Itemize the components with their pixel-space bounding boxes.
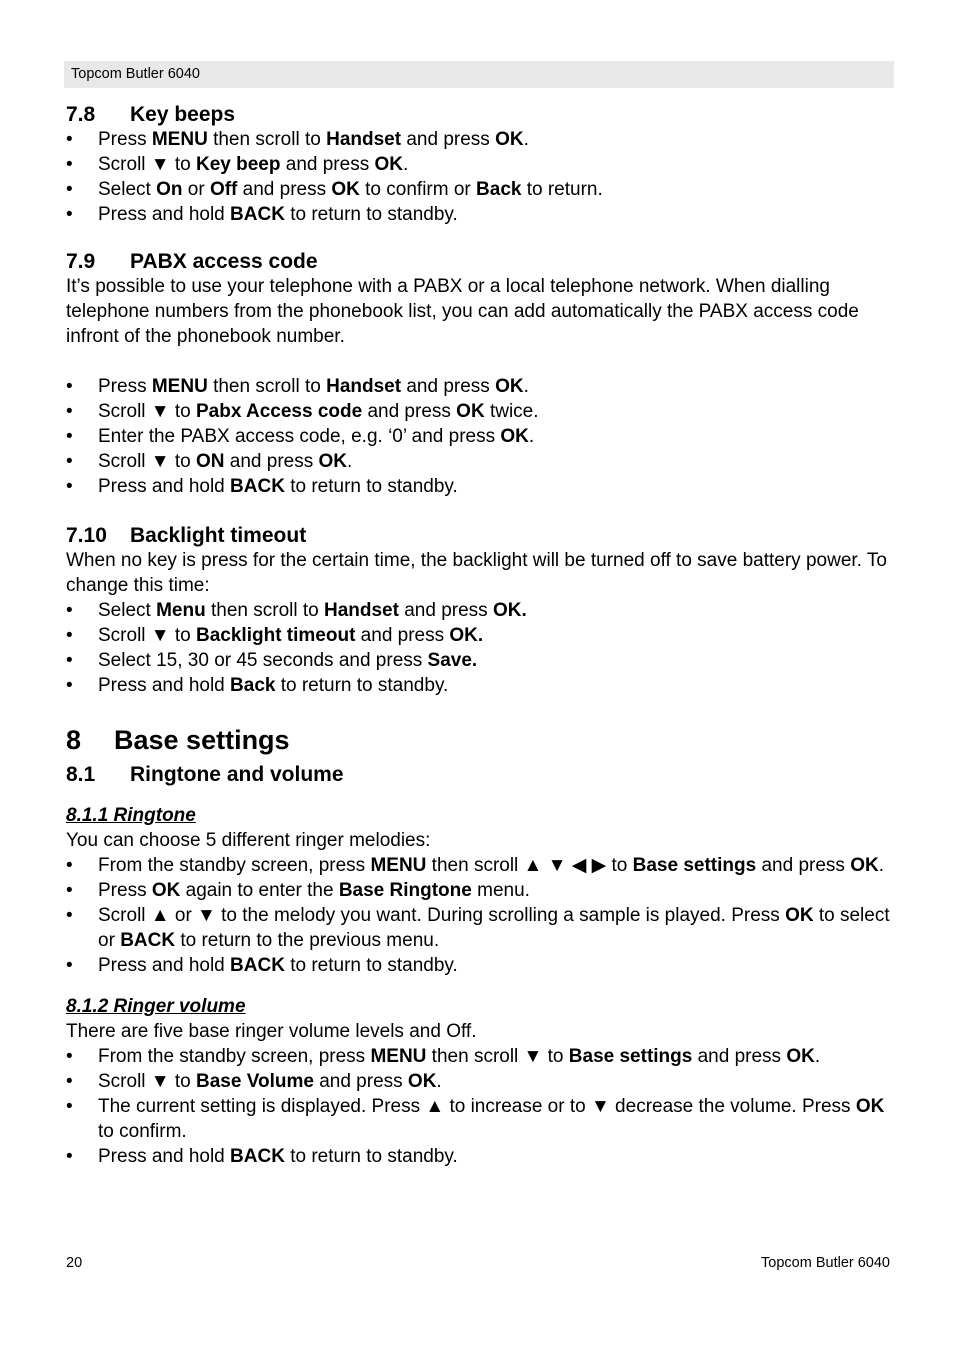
bold-text: BACK xyxy=(120,930,176,951)
text-run: and press xyxy=(362,401,457,422)
bold-text: OK xyxy=(786,1046,815,1067)
bold-text: Base settings xyxy=(568,1046,693,1067)
list-item xyxy=(66,1044,896,1069)
text-run: Press xyxy=(98,129,152,150)
bold-text: BACK xyxy=(230,1146,285,1167)
text-run: Press and hold xyxy=(98,476,231,497)
paragraph: It’s possible to use your telephone with a PABX or a local telephone network. When dialling telephone numbers from the phonebook list, you can add automatically the PABX access code infront of the phonebook number. xyxy=(66,276,859,347)
bullet-list xyxy=(66,853,896,978)
text-run: Scroll ▼ to xyxy=(98,1071,196,1092)
bold-text: ON xyxy=(196,451,225,472)
header-title: Topcom Butler 6040 xyxy=(71,66,200,82)
bold-text: Pabx Access code xyxy=(196,401,363,422)
text-run: or xyxy=(182,179,210,200)
document-body xyxy=(66,102,896,1169)
text-run: to select or xyxy=(98,905,890,951)
text-run: Scroll ▼ to xyxy=(98,401,196,422)
paragraph: When no key is press for the certain time, the backlight will be turned off to save battery power. To change this time: xyxy=(66,550,887,596)
bold-text: MENU xyxy=(151,129,208,150)
bullet-list xyxy=(66,598,896,698)
text-run: and press xyxy=(692,1046,787,1067)
bold-text: Key beep xyxy=(196,154,281,175)
text-run: . xyxy=(814,1046,821,1067)
heading-number: 8 xyxy=(66,725,82,755)
list-item xyxy=(66,903,896,953)
text-run: Scroll ▼ to xyxy=(98,154,196,175)
text-run: Press and hold xyxy=(98,204,231,225)
text-run: Enter the PABX access code, e.g. ‘0’ and press xyxy=(98,426,501,447)
list-item xyxy=(66,853,896,878)
list-item xyxy=(66,1144,896,1169)
text-run: Press and hold xyxy=(98,955,231,976)
bold-text: OK xyxy=(495,129,524,150)
text-run: to return to standby. xyxy=(284,476,458,497)
bold-text: Handset xyxy=(326,376,402,397)
text-run: and press xyxy=(224,451,319,472)
bold-text: MENU xyxy=(370,1046,427,1067)
text-run: The current setting is displayed. Press ▲ to increase or to ▼ decrease the volume. Press xyxy=(98,1096,856,1117)
bold-text: OK. xyxy=(449,625,484,646)
text-run: and press xyxy=(756,855,851,876)
text-run: Select 15, 30 or 45 seconds and press xyxy=(98,650,428,671)
heading-number: 7.9 xyxy=(66,250,96,273)
bold-text: OK xyxy=(785,905,814,926)
bold-text: Menu xyxy=(156,600,206,621)
bold-text: Back xyxy=(476,179,522,200)
bold-text: OK xyxy=(374,154,403,175)
text-run: Press xyxy=(98,880,152,901)
text-run: to return to standby. xyxy=(284,955,458,976)
list-item xyxy=(66,399,896,424)
text-run: Press and hold xyxy=(98,1146,231,1167)
text-run: to return to standby. xyxy=(275,675,449,696)
bold-text: Off xyxy=(209,179,238,200)
list-item xyxy=(66,127,896,152)
paragraph: There are five base ringer volume levels and Off. xyxy=(66,1021,477,1042)
heading-number: 7.10 xyxy=(66,524,107,547)
text-run: to return to the previous menu. xyxy=(175,930,440,951)
heading-title: PABX access code xyxy=(130,250,318,273)
text-run: then scroll to xyxy=(207,376,327,397)
chapter-heading xyxy=(66,724,896,756)
list-item xyxy=(66,202,896,227)
list-item xyxy=(66,623,896,648)
text-run: . xyxy=(347,451,353,472)
text-run: . xyxy=(523,376,529,397)
section-heading xyxy=(66,102,896,127)
list-item xyxy=(66,648,896,673)
text-run: and press xyxy=(355,625,450,646)
text-run: and press xyxy=(237,179,332,200)
bold-text: BACK xyxy=(230,204,285,225)
bold-text: MENU xyxy=(370,855,427,876)
list-item xyxy=(66,673,896,698)
text-run: Press and hold xyxy=(98,675,231,696)
heading-title: Backlight timeout xyxy=(130,524,307,547)
bold-text: OK xyxy=(500,426,529,447)
text-run: Select xyxy=(98,600,157,621)
text-run: then scroll ▲ ▼ ◀ ▶ to xyxy=(426,855,633,876)
bold-text: Backlight timeout xyxy=(196,625,356,646)
bold-text: OK xyxy=(407,1071,437,1092)
bullet-list xyxy=(66,127,896,227)
list-item xyxy=(66,474,896,499)
text-run: and press xyxy=(280,154,375,175)
bullet-list xyxy=(66,1044,896,1169)
text-run: . xyxy=(878,855,884,876)
text-run: Scroll ▼ to xyxy=(98,451,196,472)
list-item xyxy=(66,598,896,623)
bold-text: OK xyxy=(850,855,879,876)
text-run: and press xyxy=(398,600,493,621)
text-run: and press xyxy=(313,1071,408,1092)
section-heading xyxy=(66,523,896,548)
text-run: to return. xyxy=(521,179,603,200)
section-heading xyxy=(66,249,896,274)
text-run: to return to standby. xyxy=(284,1146,458,1167)
heading-title: Key beeps xyxy=(130,103,236,126)
bold-text: BACK xyxy=(230,955,285,976)
list-item xyxy=(66,1069,896,1094)
bold-text: Save. xyxy=(427,650,478,671)
text-run: again to enter the xyxy=(180,880,339,901)
text-run: and press xyxy=(401,129,496,150)
bullet-list xyxy=(66,374,896,499)
list-item xyxy=(66,177,896,202)
bold-text: OK. xyxy=(492,600,527,621)
bold-text: Back xyxy=(230,675,276,696)
bold-text: Handset xyxy=(323,600,399,621)
list-item xyxy=(66,1094,896,1144)
list-item xyxy=(66,374,896,399)
text-run: to confirm. xyxy=(98,1121,187,1142)
heading-title: Ringtone and volume xyxy=(130,763,344,786)
page-header xyxy=(64,61,894,88)
list-item xyxy=(66,424,896,449)
subsection-heading: 8.1.1 Ringtone xyxy=(66,805,196,826)
text-run: Press xyxy=(98,376,152,397)
text-run: . xyxy=(523,129,529,150)
text-run: Select xyxy=(98,179,157,200)
footer-title: Topcom Butler 6040 xyxy=(761,1255,890,1271)
text-run: to return to standby. xyxy=(284,204,458,225)
list-item xyxy=(66,878,896,903)
text-run: then scroll to xyxy=(207,129,327,150)
bold-text: OK xyxy=(318,451,347,472)
bold-text: Base settings xyxy=(632,855,757,876)
bold-text: OK xyxy=(151,880,181,901)
bold-text: OK xyxy=(495,376,524,397)
heading-number: 7.8 xyxy=(66,103,96,126)
bold-text: On xyxy=(156,179,183,200)
text-run: and press xyxy=(401,376,496,397)
paragraph: You can choose 5 different ringer melodies: xyxy=(66,830,431,851)
text-run: menu. xyxy=(471,880,530,901)
text-run: twice. xyxy=(484,401,539,422)
bold-text: OK xyxy=(855,1096,885,1117)
bold-text: Handset xyxy=(326,129,402,150)
text-run: From the standby screen, press xyxy=(98,855,371,876)
text-run: then scroll ▼ to xyxy=(426,1046,569,1067)
bold-text: Base Volume xyxy=(196,1071,314,1092)
text-run: to confirm or xyxy=(359,179,477,200)
heading-number: 8.1 xyxy=(66,763,96,786)
text-run: From the standby screen, press xyxy=(98,1046,371,1067)
text-run: Scroll ▲ or ▼ to the melody you want. During scrolling a sample is played. Press xyxy=(98,905,786,926)
text-run: . xyxy=(528,426,535,447)
list-item xyxy=(66,152,896,177)
text-run: . xyxy=(436,1071,442,1092)
bold-text: OK xyxy=(331,179,360,200)
bold-text: MENU xyxy=(151,376,208,397)
bold-text: BACK xyxy=(230,476,285,497)
list-item xyxy=(66,449,896,474)
text-run: Scroll ▼ to xyxy=(98,625,196,646)
subsection-heading: 8.1.2 Ringer volume xyxy=(66,996,246,1017)
page-number: 20 xyxy=(66,1255,83,1271)
text-run: then scroll to xyxy=(205,600,324,621)
list-item xyxy=(66,953,896,978)
bold-text: OK xyxy=(456,401,485,422)
text-run: . xyxy=(402,154,409,175)
bold-text: Base Ringtone xyxy=(338,880,472,901)
heading-title: Base settings xyxy=(114,725,290,755)
section-heading xyxy=(66,762,896,787)
